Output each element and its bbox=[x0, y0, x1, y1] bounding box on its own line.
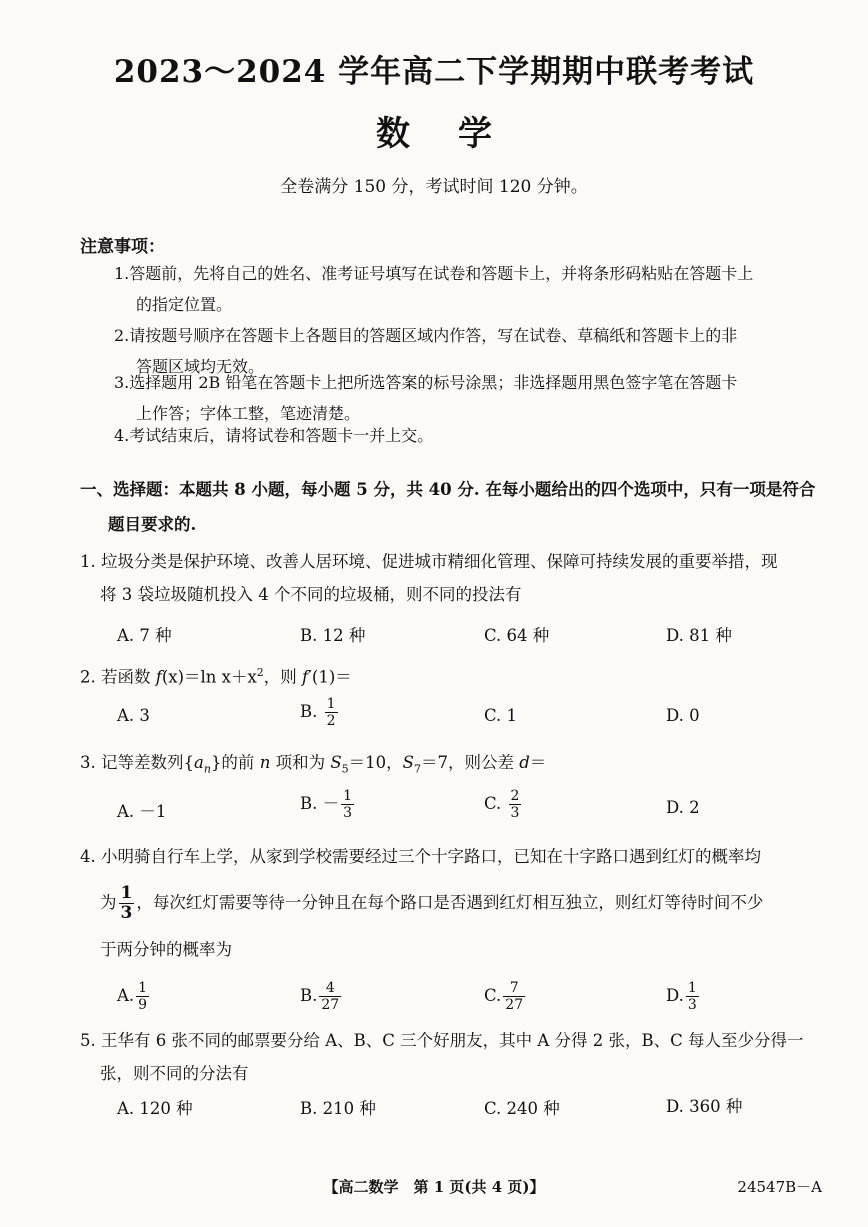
q3-subscript: 7 bbox=[413, 762, 421, 776]
q1-option-a: A. 7 种 bbox=[117, 626, 172, 645]
section-heading-line1: 一、选择题：本题共 8 小题，每小题 5 分，共 40 分. 在每小题给出的四个选项中，只有一项是符合 bbox=[80, 480, 816, 499]
q4-option-d bbox=[666, 980, 701, 1013]
fraction bbox=[325, 696, 338, 729]
q4-option-a-label: A. bbox=[117, 986, 135, 1005]
q4-option-a bbox=[117, 980, 151, 1013]
q1-option-c: C. 64 种 bbox=[484, 626, 550, 645]
fraction-denominator: 3 bbox=[510, 805, 520, 821]
notice-item-text: 请按题号顺序在答题卡上各题目的答题区域内作答，写在试卷、草稿纸和答题卡上的非 bbox=[129, 326, 738, 345]
q2-text: (x)＝ln x＋x bbox=[161, 667, 257, 687]
question-5-line1: 5. 王华有 6 张不同的邮票要分给 A、B、C 三个好朋友，其中 A 分得 2 张，B、C 每人至少分得一 bbox=[80, 1031, 804, 1050]
notice-item-text: 考试结束后，请将试卷和答题卡一并上交。 bbox=[129, 426, 434, 445]
q3-variable: n bbox=[259, 753, 271, 772]
q4-option-c bbox=[484, 980, 527, 1013]
q3-subscript: n bbox=[203, 762, 211, 776]
notice-item bbox=[114, 258, 838, 320]
section-heading-line2: 题目要求的. bbox=[108, 515, 197, 534]
q2-option-b-label: B. bbox=[300, 702, 318, 721]
q3-option-c bbox=[484, 788, 523, 821]
fraction bbox=[686, 980, 699, 1013]
q2-text: ′(1)＝ bbox=[308, 667, 352, 687]
q4-option-b-label: B. bbox=[300, 986, 318, 1005]
q3-option-a: A. －1 bbox=[117, 802, 167, 821]
q2-text: ，则 bbox=[263, 667, 303, 687]
notice-item-text: 选择题用 2B 铅笔在答题卡上把所选答案的标号涂黑；非选择题用黑色签字笔在答题卡 bbox=[129, 373, 738, 392]
q3-sum-symbol: S bbox=[330, 753, 342, 772]
q3-text: ＝7，则公差 bbox=[420, 753, 520, 772]
fraction-numerator: 1 bbox=[687, 980, 697, 996]
fraction bbox=[503, 980, 525, 1013]
notice-item-number: 3. bbox=[114, 373, 130, 392]
question-5-line2: 张，则不同的分法有 bbox=[100, 1064, 249, 1083]
question-1-stem bbox=[80, 545, 840, 611]
fraction bbox=[136, 980, 149, 1013]
section-heading bbox=[80, 472, 840, 542]
q3-variable: d bbox=[519, 753, 530, 772]
q4-option-d-label: D. bbox=[666, 986, 684, 1005]
fraction bbox=[119, 884, 135, 923]
notice-item-text: 答题前，先将自己的姓名、准考证号填写在试卷和答题卡上，并将条形码粘贴在答题卡上 bbox=[129, 264, 754, 283]
subject-title: 数学 bbox=[376, 114, 540, 154]
fraction bbox=[509, 788, 522, 821]
q3-text: 项和为 bbox=[270, 753, 331, 772]
question-4-line3: 于两分钟的概率为 bbox=[100, 940, 232, 959]
notice-item bbox=[114, 420, 838, 451]
fraction-denominator: 9 bbox=[138, 997, 148, 1013]
q2-derivative-symbol: f bbox=[302, 667, 309, 687]
q4-option-b bbox=[300, 980, 343, 1013]
q3-option-c-label: C. bbox=[484, 794, 502, 813]
q2-function-symbol: f bbox=[155, 667, 162, 687]
q3-option-b bbox=[300, 788, 356, 821]
fraction-numerator: 7 bbox=[503, 980, 525, 997]
q3-text: }的前 bbox=[210, 753, 260, 772]
notice-item-continuation: 上作答；字体工整，笔迹清楚。 bbox=[136, 404, 361, 423]
q3-option-d: D. 2 bbox=[666, 798, 700, 817]
q3-text: ＝10， bbox=[348, 753, 403, 772]
fraction-numerator: 1 bbox=[138, 980, 148, 996]
question-3-stem bbox=[80, 746, 840, 785]
q4-text: ，每次红灯需要等待一分钟且在每个路口是否遇到红灯相互独立，则红灯等待时间不少 bbox=[136, 893, 764, 912]
question-1-line2: 将 3 袋垃圾随机投入 4 个不同的垃圾桶，则不同的投法有 bbox=[100, 585, 522, 604]
fraction-numerator: 1 bbox=[326, 696, 336, 712]
notice-item-continuation: 的指定位置。 bbox=[136, 295, 233, 314]
fraction-numerator: 4 bbox=[319, 980, 341, 997]
page-footer: 【高二数学 第 1 页(共 4 页)】 bbox=[323, 1178, 545, 1196]
fraction-denominator: 27 bbox=[321, 997, 340, 1013]
q3-text: ＝ bbox=[529, 753, 547, 772]
fraction-denominator: 3 bbox=[120, 903, 133, 923]
question-4-line1: 4. 小明骑自行车上学，从家到学校需要经过三个十字路口，已知在十字路口遇到红灯的概率均 bbox=[80, 847, 761, 866]
q4-text: 为 bbox=[100, 893, 117, 912]
fraction-denominator: 3 bbox=[687, 997, 697, 1013]
q2-option-b bbox=[300, 696, 340, 729]
exam-title: 2023～2024 学年高二下学期期中联考考试 bbox=[113, 54, 755, 90]
q3-sequence-symbol: a bbox=[194, 753, 204, 772]
q1-option-b: B. 12 种 bbox=[300, 626, 366, 645]
fraction-denominator: 27 bbox=[505, 997, 524, 1013]
notice-item-number: 4. bbox=[114, 426, 130, 445]
q2-option-c: C. 1 bbox=[484, 706, 518, 725]
fraction bbox=[319, 980, 341, 1013]
q3-option-b-label: B. － bbox=[300, 794, 340, 813]
fraction-numerator: 1 bbox=[343, 788, 353, 804]
q3-subscript: 5 bbox=[341, 762, 349, 776]
question-2-stem bbox=[80, 656, 840, 694]
q3-sum-symbol: S bbox=[402, 753, 414, 772]
q3-text: 3. 记等差数列{ bbox=[80, 753, 194, 772]
question-5-stem bbox=[80, 1024, 840, 1090]
q4-option-c-label: C. bbox=[484, 986, 502, 1005]
paper-code: 24547B－A bbox=[737, 1178, 822, 1196]
q2-option-a: A. 3 bbox=[117, 706, 150, 725]
q2-exponent: 2 bbox=[256, 666, 264, 679]
score-time-line: 全卷满分 150 分，考试时间 120 分钟。 bbox=[280, 177, 588, 197]
q2-text: 2. 若函数 bbox=[80, 667, 156, 687]
q5-option-d: D. 360 种 bbox=[666, 1097, 743, 1116]
q2-option-d: D. 0 bbox=[666, 706, 700, 725]
fraction bbox=[341, 788, 354, 821]
notice-item-number: 2. bbox=[114, 326, 130, 345]
notice-heading: 注意事项： bbox=[80, 237, 165, 257]
notice-item-continuation: 答题区域均无效。 bbox=[136, 357, 265, 376]
q5-option-b: B. 210 种 bbox=[300, 1099, 376, 1118]
fraction-denominator: 2 bbox=[326, 713, 336, 729]
question-1-line1: 1. 垃圾分类是保护环境、改善人居环境、促进城市精细化管理、保障可持续发展的重要举措，现 bbox=[80, 552, 778, 571]
q1-option-d: D. 81 种 bbox=[666, 626, 732, 645]
fraction-numerator: 2 bbox=[510, 788, 520, 804]
q5-option-c: C. 240 种 bbox=[484, 1099, 560, 1118]
fraction-numerator: 1 bbox=[120, 883, 133, 903]
question-4-line2 bbox=[80, 884, 840, 923]
q5-option-a: A. 120 种 bbox=[117, 1099, 193, 1118]
fraction-denominator: 3 bbox=[343, 805, 353, 821]
notice-item-number: 1. bbox=[114, 264, 130, 283]
